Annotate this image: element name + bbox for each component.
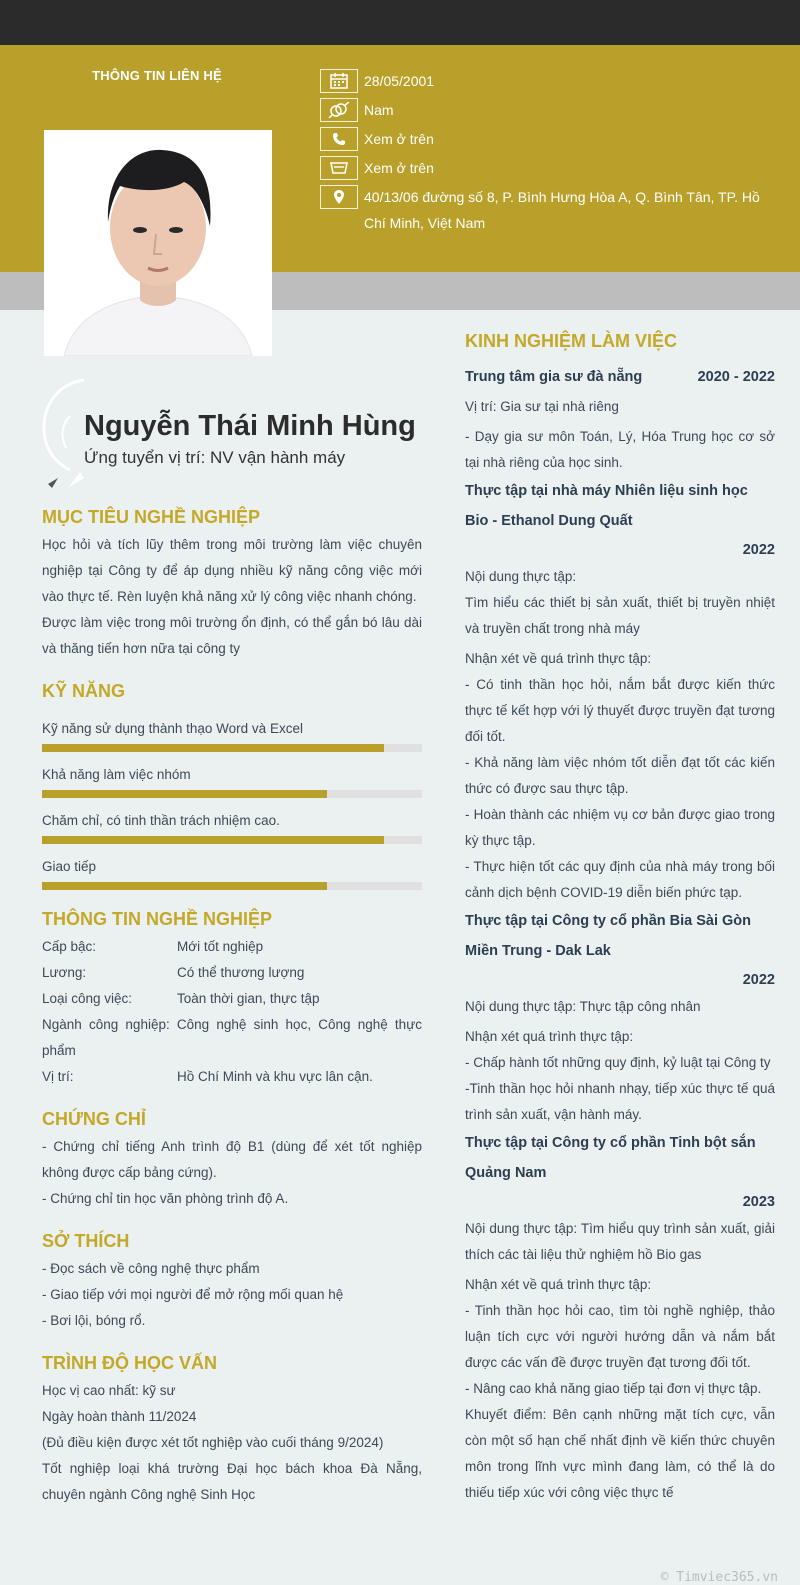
education-line: (Đủ điều kiện được xét tốt nghiệp vào cuối tháng 9/2024) [42,1435,384,1450]
info-value: Mới tốt nghiệp [177,939,264,954]
contact-title: THÔNG TIN LIÊN HỆ [92,68,222,83]
career-info-title: THÔNG TIN NGHỀ NGHIỆP [42,909,273,929]
info-value: Hồ Chí Minh và khu vực lân cận. [177,1069,373,1084]
job-entry [465,362,775,476]
candidate-name: Nguyễn Thái Minh Hùng [84,410,416,442]
job-line: - Tinh thần học hỏi cao, tìm tòi nghề nghiệp, thảo luận tích cực với người hướng dẫn và nắm bắt được các vấn đề được truyền đạt tương đối tốt. [465,1303,775,1370]
job-company: Thực tập tại Công ty cổ phần Tinh bột sắn Quảng Nam [465,1135,756,1181]
contact-phone [320,126,760,152]
top-bar [0,0,800,45]
skill-label: Khả năng làm việc nhóm [42,767,191,782]
job-entry [465,906,775,1128]
skill-label: Chăm chỉ, có tinh thần trách nhiệm cao. [42,813,280,828]
skill-bar [42,744,422,752]
contact-address-text: 40/13/06 đường số 8, P. Bình Hưng Hòa A, Q. Bình Tân, TP. Hồ Chí Minh, Việt Nam [364,189,760,231]
info-key: Ngành công nghiệp: [42,1017,170,1032]
location-icon [320,185,358,209]
hobby-line: - Giao tiếp với mọi người để mở rộng mối quan hệ [42,1287,344,1302]
profile-photo [44,130,272,356]
objective-section [42,502,422,662]
skill-bar-fill [42,744,384,752]
hobbies-title: SỞ THÍCH [42,1231,130,1251]
hobby-line: - Đọc sách về công nghệ thực phẩm [42,1261,260,1276]
job-line: Nhận xét quá trình thực tập: [465,1029,634,1044]
job-line: Nhận xét về quá trình thực tập: [465,651,652,666]
skill-label: Giao tiếp [42,859,97,874]
job-years: 2020 - 2022 [697,369,775,385]
info-key: Loại công việc: [42,991,133,1006]
email-icon [320,156,358,180]
job-line: - Khả năng làm việc nhóm tốt diễn đạt tốt các kiến thức có được sau thực tập. [465,755,775,796]
certificates-section [42,1104,422,1212]
certificates-title: CHỨNG CHỈ [42,1109,146,1129]
job-years: 2023 [742,1194,775,1210]
job-line: -Tinh thần học hỏi nhanh nhạy, tiếp xúc thực tế quá trình sản xuất, vận hành máy. [465,1081,775,1122]
job-line: Nội dung thực tập: Tìm hiểu quy trình sản xuất, giải thích các tài liệu thử nghiệm hồ Bio gas [465,1221,775,1262]
phone-icon [320,127,358,151]
skill-bar [42,882,422,890]
contact-email-text: Xem ở trên [364,160,434,176]
info-value: Có thể thương lượng [177,965,305,980]
watermark: © Timviec365.vn [660,1570,778,1585]
job-company: Thực tập tại nhà máy Nhiên liệu sinh học Bio - Ethanol Dung Quất [465,483,748,529]
certificate-line: - Chứng chỉ tin học văn phòng trình độ A. [42,1191,289,1206]
contact-birthday [320,68,760,94]
career-info-row [42,1064,422,1090]
education-line: Ngày hoàn thành 11/2024 [42,1409,197,1424]
hobby-line: - Bơi lội, bóng rổ. [42,1313,146,1328]
contact-list [320,68,760,239]
job-header [465,362,775,392]
contact-gender-text: Nam [364,102,394,118]
skill-bar-fill [42,882,327,890]
gender-icon [320,98,358,122]
career-info-row [42,960,422,986]
left-column [42,502,422,1508]
job-line: Nội dung thực tập: Thực tập công nhân [465,999,701,1014]
education-line: Học vị cao nhất: kỹ sư [42,1383,176,1398]
experience-title: KINH NGHIỆM LÀM VIỆC [465,331,678,351]
job-line: - Nâng cao khả năng giao tiếp tại đơn vị thực tập. [465,1381,762,1396]
skill-item [42,856,422,890]
education-line: Tốt nghiệp loại khá trường Đại học bách khoa Đà Nẵng, chuyên ngành Công nghệ Sinh Học [42,1461,422,1502]
calendar-icon [320,69,358,93]
job-line: Nội dung thực tập: [465,569,577,584]
education-section [42,1348,422,1508]
skill-bar-fill [42,790,327,798]
job-line: - Có tinh thần học hỏi, nắm bắt được kiến thức thực tế kết hợp với lý thuyết được truyền đạt tương đối tốt. [465,677,775,744]
job-company: Trung tâm gia sư đà nẵng [465,369,643,385]
skills-title: KỸ NĂNG [42,681,126,701]
skill-bar [42,790,422,798]
skill-item [42,810,422,844]
contact-phone-text: Xem ở trên [364,131,434,147]
info-value: Toàn thời gian, thực tập [177,991,320,1006]
skill-label: Kỹ năng sử dụng thành thạo Word và Excel [42,721,303,736]
job-line: - Thực hiện tốt các quy định của nhà máy trong bối cảnh dịch bệnh COVID-19 diễn biến phức tạp. [465,859,775,900]
education-title: TRÌNH ĐỘ HỌC VẤN [42,1353,217,1373]
skill-item [42,718,422,752]
objective-paragraph: Được làm việc trong môi trường ổn định, có thể gắn bó lâu dài và thăng tiến hơn nữa tại công ty [42,615,422,656]
job-line: - Dạy gia sư môn Toán, Lý, Hóa Trung học cơ sở tại nhà riêng của học sinh. [465,429,775,470]
certificate-line: - Chứng chỉ tiếng Anh trình độ B1 (dùng để xét tốt nghiệp không được cấp bảng cứng). [42,1139,422,1180]
contact-email [320,155,760,181]
job-line: - Chấp hành tốt những quy định, kỷ luật tại Công ty [465,1055,771,1070]
right-column [465,326,775,1506]
contact-birthday-text: 28/05/2001 [364,73,435,89]
job-line: - Hoàn thành các nhiệm vụ cơ bản được giao trong kỳ thực tập. [465,807,775,848]
info-key: Vị trí: [42,1069,74,1084]
career-info-section [42,904,422,1090]
skill-bar [42,836,422,844]
contact-gender [320,97,760,123]
applied-position: Ứng tuyển vị trí: NV vận hành máy [84,448,346,467]
job-line: Khuyết điểm: Bên cạnh những mặt tích cực, vẫn còn một số hạn chế nhất định về kiến thức chuyên môn trong lĩnh vực mình đang làm, có thể là do thiếu tiếp xúc với công việc thực tế [465,1407,775,1500]
job-line: Vị trí: Gia sư tại nhà riêng [465,399,619,414]
hobbies-section [42,1226,422,1334]
contact-address [320,184,760,236]
info-value: Công nghệ sinh học, Công nghệ thực phẩm [42,1017,422,1058]
job-entry [465,1128,775,1506]
info-key: Cấp bậc: [42,939,97,954]
career-info-row [42,986,422,1012]
skill-item [42,764,422,798]
career-info-row [42,1012,422,1064]
job-years: 2022 [742,542,775,558]
skills-section [42,676,422,890]
job-company: Thực tập tại Công ty cổ phần Bia Sài Gòn Miền Trung - Dak Lak [465,913,752,959]
job-entry [465,476,775,906]
career-info-row [42,934,422,960]
objective-paragraph: Học hỏi và tích lũy thêm trong môi trường làm việc chuyên nghiệp tại Công ty để áp dụng nhiều kỹ năng công việc mới vào thực tế. Rèn luyện khả năng xử lý công việc nhanh chóng. [42,537,422,604]
job-line: Tìm hiểu các thiết bị sản xuất, thiết bị truyền nhiệt và truyền chất trong nhà máy [465,595,775,636]
job-line: Nhận xét về quá trình thực tập: [465,1277,652,1292]
skill-bar-fill [42,836,384,844]
job-years: 2022 [742,972,775,988]
objective-title: MỤC TIÊU NGHỀ NGHIỆP [42,507,261,527]
info-key: Lương: [42,965,87,980]
